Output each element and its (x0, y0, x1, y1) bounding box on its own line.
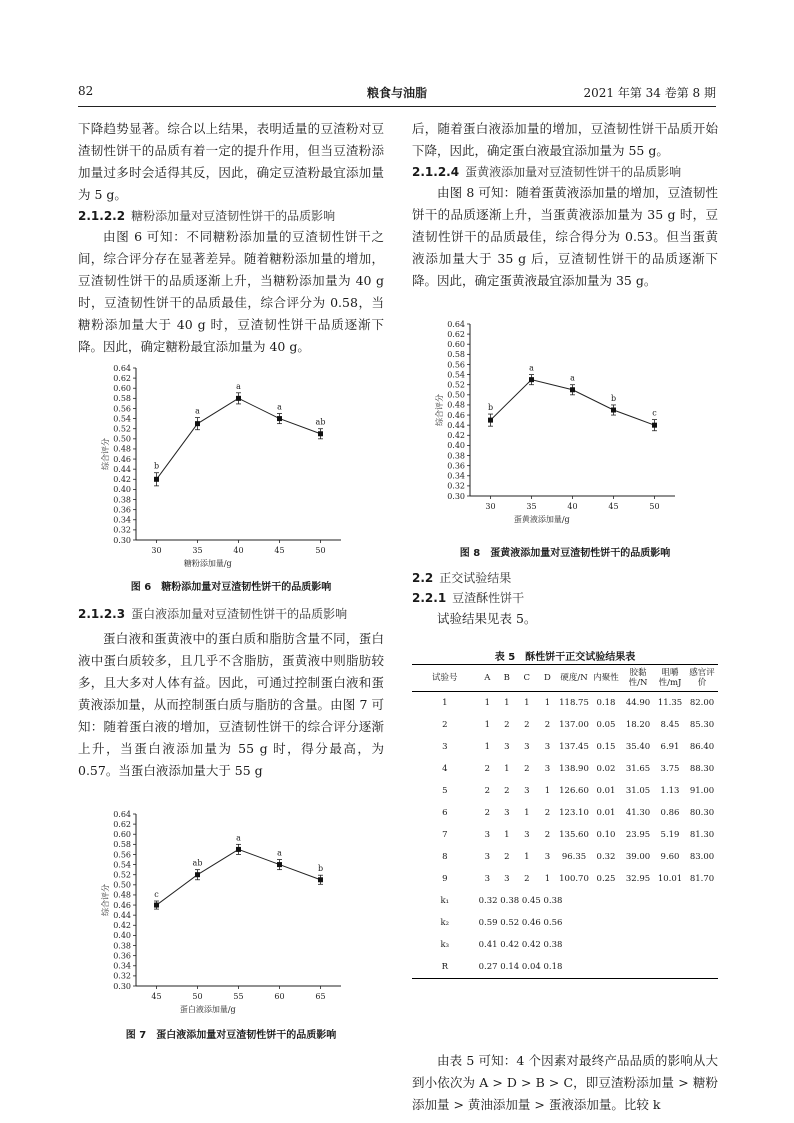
table-cell: 39.00 (625, 852, 651, 862)
table-cell: 1 (442, 698, 448, 708)
table-cell: 81.30 (689, 830, 715, 840)
y-tick-label: 0.56 (113, 850, 131, 860)
y-tick-label: 0.44 (113, 910, 131, 920)
table-cell: 7 (442, 830, 448, 840)
chart-svg (430, 318, 690, 528)
right-block-1 (412, 118, 718, 292)
table-cell: 2 (524, 764, 530, 774)
table-cell: 126.60 (559, 786, 589, 796)
table-cell: 0.10 (596, 830, 616, 840)
y-tick-label: 0.36 (113, 505, 131, 515)
data-point (529, 377, 534, 382)
table-cell: 35.40 (625, 742, 651, 752)
significance-label: a (236, 381, 241, 391)
table-cell: 2 (484, 786, 490, 796)
section-title: 蛋白液添加量对豆渣韧性饼干的品质影响 (131, 607, 348, 621)
header-rule (78, 106, 716, 107)
table-header-cell: 试验号 (412, 665, 478, 692)
significance-label: b (487, 403, 494, 413)
table-header-cell: A (478, 665, 497, 692)
table-cell: 3.75 (660, 764, 680, 774)
table-cell: 3 (442, 742, 448, 752)
data-point (236, 847, 241, 852)
table-cell: 8.45 (660, 720, 680, 730)
paragraph: 由图 8 可知：随着蛋黄液添加量的增加，豆渣韧性饼干的品质逐渐上升，当蛋黄液添加量为 35 g 时，豆渣韧性饼干的品质最佳，综合得分为 0.53。但当蛋黄液添加量大于 35 g 后，豆渣韧性饼干的品质逐渐下降。因此，确定蛋黄液最宜添加量为 35 g。 (412, 185, 718, 288)
table-cell: 2 (484, 764, 490, 774)
table-cell: 0.41 0.42 0.42 0.38 (478, 940, 563, 950)
y-tick-label: 0.54 (447, 370, 465, 380)
data-point (611, 408, 616, 413)
y-tick-label: 0.62 (113, 373, 131, 383)
significance-label: b (153, 461, 160, 471)
figure-6-caption: 图 6 糖粉添加量对豆渣韧性饼干的品质影响 (130, 582, 332, 593)
table-cell: 2 (544, 830, 551, 840)
x-tick-label: 50 (649, 502, 660, 511)
table-cell: 88.30 (689, 764, 715, 774)
table-cell: 23.95 (625, 830, 651, 840)
significance-label: ab (315, 417, 326, 427)
table-cell: 1 (524, 698, 530, 708)
table-cell: 3 (504, 742, 510, 752)
significance-label: a (570, 373, 575, 383)
table-cell: 3 (484, 852, 490, 862)
table-cell: 1 (504, 698, 510, 708)
y-tick-label: 0.44 (447, 420, 465, 430)
y-tick-label: 0.52 (113, 424, 131, 434)
table-header-cell: B (497, 665, 517, 692)
data-point (277, 862, 282, 867)
y-tick-label: 0.54 (113, 860, 131, 870)
series-line (157, 398, 321, 479)
data-point (652, 423, 657, 428)
y-tick-label: 0.40 (447, 441, 465, 451)
paragraph: 蛋白液和蛋黄液中的蛋白质和脂肪含量不同，蛋白液中蛋白质较多，且几乎不含脂肪，蛋黄液中则脂肪较多，且大多对人体有益。因此，可通过控制蛋白液和蛋黄液添加量，从而控制蛋白质与脂肪的含量。由图 7 可知：随着蛋白液的增加，豆渣韧性饼干的综合评分逐渐上升，当蛋白液添加量为 55 g 时，得分最高，为 0.57。当蛋白液添加量大于 55 g (78, 631, 384, 778)
table-cell: 86.40 (689, 742, 715, 752)
section-heading (412, 588, 718, 608)
y-tick-label: 0.56 (447, 360, 465, 370)
y-tick-label: 0.52 (447, 380, 465, 390)
y-tick-label: 0.42 (113, 475, 131, 485)
table-cell: 137.00 (559, 720, 589, 730)
x-tick-label: 40 (233, 546, 244, 555)
table-cell: k₃ (440, 940, 450, 950)
table-cell: 118.75 (559, 698, 589, 708)
figure-7-caption: 图 7 蛋白液添加量对豆渣韧性饼干的品质影响 (125, 1030, 337, 1041)
table-cell: 91.00 (689, 786, 715, 796)
y-tick-label: 0.30 (113, 535, 131, 545)
table-header-row (412, 665, 718, 692)
section-heading (412, 568, 718, 588)
y-tick-label: 0.32 (447, 481, 465, 491)
table-cell: 0.15 (596, 742, 616, 752)
table-cell: 6.91 (660, 742, 680, 752)
y-tick-label: 0.60 (113, 830, 131, 840)
table-header-cell: 硬度/N (558, 665, 590, 692)
table-cell: 3 (484, 874, 490, 884)
y-tick-label: 0.40 (113, 931, 131, 941)
table-cell: 2 (524, 720, 530, 730)
section-heading (412, 162, 718, 182)
table-cell: 0.01 (596, 808, 616, 818)
significance-label: ab (192, 858, 203, 868)
table-cell: 3 (524, 742, 530, 752)
table-cell: 8 (442, 852, 448, 862)
table-cell: 18.20 (625, 720, 651, 730)
table-header-cell: D (537, 665, 558, 692)
y-tick-label: 0.36 (113, 951, 131, 961)
x-tick-label: 65 (315, 992, 326, 1001)
table-cell: 80.30 (689, 808, 715, 818)
table-cell: k₁ (440, 896, 450, 906)
y-tick-label: 0.40 (113, 485, 131, 495)
page-number: 82 (78, 84, 94, 98)
data-point (570, 387, 575, 392)
y-tick-label: 0.60 (447, 340, 465, 350)
table-header-cell: C (517, 665, 537, 692)
table-cell: 0.01 (596, 786, 616, 796)
significance-label: b (317, 864, 324, 874)
table-cell: 0.86 (660, 808, 680, 818)
table-cell: 1 (544, 698, 551, 708)
data-point (154, 903, 159, 908)
y-tick-label: 0.48 (113, 444, 131, 454)
chart-svg (96, 362, 356, 572)
table-cell: 2 (544, 808, 551, 818)
y-tick-label: 0.44 (113, 464, 131, 474)
table-cell: 44.90 (625, 698, 651, 708)
table-header-cell: 感官评价 (686, 665, 718, 692)
table-cell: 2 (544, 720, 551, 730)
table-row (412, 802, 718, 824)
table-cell: 3 (484, 830, 490, 840)
table-cell: k₂ (440, 918, 450, 928)
data-point (318, 877, 323, 882)
table-row (412, 824, 718, 846)
journal-title: 粮食与油脂 (366, 86, 427, 100)
y-tick-label: 0.50 (447, 390, 465, 400)
x-tick-label: 45 (608, 502, 619, 511)
table-cell: 1 (524, 852, 530, 862)
y-axis-label: 综合评分 (101, 884, 110, 916)
table-cell: 96.35 (561, 852, 587, 862)
y-axis-label: 综合评分 (435, 394, 444, 426)
table-cell: 1 (484, 720, 490, 730)
table-row (412, 780, 718, 802)
right-block-2 (412, 568, 718, 630)
y-axis-label: 综合评分 (101, 438, 110, 470)
table-cell: 6 (442, 808, 448, 818)
table-row (412, 714, 718, 736)
data-point (318, 431, 323, 436)
table-5-caption: 表 5 酥性饼干正交试验结果表 (494, 652, 636, 663)
issue-info: 2021 年第 34 卷第 8 期 (583, 86, 716, 100)
x-axis-label: 糖粉添加量/g (183, 559, 232, 568)
table-cell: 85.30 (689, 720, 715, 730)
table-cell: 3 (524, 830, 530, 840)
x-tick-label: 45 (274, 546, 285, 555)
table-cell: 41.30 (625, 808, 651, 818)
table-cell: 2 (504, 786, 510, 796)
significance-label: a (277, 848, 282, 858)
table-cell: 81.70 (689, 874, 715, 884)
table-5 (412, 664, 718, 979)
table-cell: R (412, 956, 478, 979)
significance-label: a (277, 402, 282, 412)
table-cell: 3 (524, 786, 530, 796)
table-cell: 1 (484, 742, 490, 752)
y-tick-label: 0.58 (113, 394, 131, 404)
section-heading (78, 206, 384, 226)
y-tick-label: 0.50 (113, 434, 131, 444)
table-cell: 2 (442, 720, 448, 730)
section-title: 糖粉添加量对豆渣韧性饼干的品质影响 (131, 209, 336, 223)
table-cell: 1 (524, 808, 530, 818)
table-cell: 0.32 0.38 0.45 0.38 (478, 896, 563, 906)
significance-label: a (236, 833, 241, 843)
table-cell: 11.35 (657, 698, 683, 708)
table-cell: 1 (504, 764, 510, 774)
y-tick-label: 0.34 (113, 961, 131, 971)
y-tick-label: 0.58 (447, 350, 465, 360)
section-heading (78, 604, 384, 624)
table-cell: 135.60 (559, 830, 589, 840)
table-cell: 1 (484, 698, 490, 708)
table-cell: 0.27 0.14 0.04 0.18 (478, 956, 718, 979)
y-tick-label: 0.32 (113, 971, 131, 981)
left-block-2 (78, 604, 384, 782)
y-tick-label: 0.62 (113, 819, 131, 829)
page-header (78, 84, 716, 104)
chart-svg (96, 808, 356, 1018)
x-tick-label: 60 (274, 992, 285, 1001)
data-point (195, 872, 200, 877)
table-cell: 32.95 (625, 874, 651, 884)
table-cell: 4 (442, 764, 448, 774)
x-axis-label: 蛋白液添加量/g (179, 1005, 236, 1014)
y-tick-label: 0.38 (447, 451, 465, 461)
data-point (236, 396, 241, 401)
table-header-cell: 胶黏性/N (622, 665, 654, 692)
y-tick-label: 0.64 (113, 809, 131, 819)
x-tick-label: 50 (315, 546, 326, 555)
x-tick-label: 35 (192, 546, 203, 555)
table-cell: 3 (504, 808, 510, 818)
y-tick-label: 0.38 (113, 941, 131, 951)
y-tick-label: 0.64 (113, 363, 131, 373)
y-tick-label: 0.30 (113, 981, 131, 991)
table-cell: 5.19 (660, 830, 680, 840)
section-number: 2.1.2.2 (78, 209, 126, 223)
table-cell: 5 (442, 786, 448, 796)
x-tick-label: 35 (526, 502, 537, 511)
y-tick-label: 0.32 (113, 525, 131, 535)
x-axis-label: 蛋黄液添加量/g (513, 515, 570, 524)
figure-8-chart (430, 318, 690, 532)
paragraph: 下降趋势显著。综合以上结果，表明适量的豆渣粉对豆渣韧性饼干的品质有着一定的提升作用，但当豆渣粉添加量过多时会适得其反，因此，确定豆渣粉最宜添加量为 5 g。 (78, 121, 384, 202)
table-row (412, 890, 718, 912)
figure-7-chart (96, 808, 356, 1022)
significance-label: a (529, 363, 534, 373)
table-cell: 1 (504, 830, 510, 840)
y-tick-label: 0.50 (113, 880, 131, 890)
y-tick-label: 0.58 (113, 840, 131, 850)
table-cell: 0.18 (596, 698, 616, 708)
y-tick-label: 0.64 (447, 319, 465, 329)
section-title: 正交试验结果 (439, 571, 512, 585)
figure-6-chart (96, 362, 356, 576)
data-point (488, 418, 493, 423)
figure-8-caption: 图 8 蛋黄液添加量对豆渣韧性饼干的品质影响 (459, 548, 671, 559)
section-number: 2.1.2.4 (412, 165, 460, 179)
table-cell: 1 (544, 786, 551, 796)
y-tick-label: 0.52 (113, 870, 131, 880)
x-tick-label: 30 (151, 546, 162, 555)
table-cell: 138.90 (559, 764, 589, 774)
paragraph: 后，随着蛋白液添加量的增加，豆渣韧性饼干品质开始下降，因此，确定蛋白液最宜添加量为 55 g。 (412, 121, 718, 158)
table-cell: 3 (504, 874, 510, 884)
table-cell: 2 (484, 808, 490, 818)
table-cell: 0.05 (596, 720, 616, 730)
table-cell: 9.60 (660, 852, 680, 862)
section-number: 2.2 (412, 571, 434, 585)
table-cell: 3 (544, 852, 551, 862)
paragraph: 由图 6 可知：不同糖粉添加量的豆渣韧性饼干之间，综合评分存在显著差异。随着糖粉添加量的增加，豆渣韧性饼干的品质逐渐上升，当糖粉添加量为 40 g 时，豆渣韧性饼干的品质最佳，综合评分为 0.58，当糖粉添加量大于 40 g 时，豆渣韧性饼干品质逐渐下降。因此，确定糖粉最宜添加量为 40 g。 (78, 229, 384, 354)
section-title: 豆渣酥性饼干 (452, 591, 525, 605)
table-cell: 2 (504, 852, 510, 862)
x-tick-label: 55 (233, 992, 244, 1001)
section-title: 蛋黄液添加量对豆渣韧性饼干的品质影响 (465, 165, 682, 179)
table-row (412, 912, 718, 934)
significance-label: a (195, 406, 200, 416)
y-tick-label: 0.34 (113, 515, 131, 525)
data-point (277, 416, 282, 421)
table-cell: 0.32 (596, 852, 616, 862)
table-row (412, 846, 718, 868)
table-row (412, 934, 718, 956)
y-tick-label: 0.30 (447, 491, 465, 501)
paragraph: 试验结果见表 5。 (437, 611, 537, 626)
y-tick-label: 0.42 (113, 921, 131, 931)
table-cell: 10.01 (657, 874, 683, 884)
y-tick-label: 0.36 (447, 461, 465, 471)
y-tick-label: 0.62 (447, 329, 465, 339)
y-tick-label: 0.54 (113, 414, 131, 424)
x-tick-label: 30 (485, 502, 496, 511)
section-number: 2.2.1 (412, 591, 447, 605)
y-tick-label: 0.56 (113, 404, 131, 414)
table-cell: 3 (544, 764, 551, 774)
table-cell: 123.10 (559, 808, 589, 818)
table-cell: 1.13 (660, 786, 680, 796)
table-cell: 82.00 (689, 698, 715, 708)
y-tick-label: 0.46 (447, 410, 465, 420)
significance-label: c (652, 408, 657, 418)
table-cell: 0.25 (596, 874, 616, 884)
table-cell: 3 (544, 742, 551, 752)
table-cell: 100.70 (559, 874, 589, 884)
table-row (412, 758, 718, 780)
significance-label: c (154, 890, 159, 900)
right-block-3 (412, 1050, 718, 1116)
paragraph: 由表 5 可知：4 个因素对最终产品品质的影响从大到小依次为 A > D > B > C，即豆渣粉添加量 > 糖粉添加量 > 黄油添加量 > 蛋液添加量。比较 k (412, 1053, 718, 1112)
data-point (154, 477, 159, 482)
x-tick-label: 50 (192, 992, 203, 1001)
y-tick-label: 0.34 (447, 471, 465, 481)
table-header-cell: 咀嚼性/mJ (654, 665, 686, 692)
table-cell: 9 (442, 874, 448, 884)
table-row (412, 692, 718, 715)
table-cell: 0.59 0.52 0.46 0.56 (478, 918, 563, 928)
table-cell: 1 (544, 874, 551, 884)
y-tick-label: 0.38 (113, 495, 131, 505)
table-row (412, 956, 718, 979)
x-tick-label: 45 (151, 992, 162, 1001)
data-point (195, 421, 200, 426)
table-cell: 2 (504, 720, 510, 730)
x-tick-label: 40 (567, 502, 578, 511)
table-cell: 0.02 (596, 764, 616, 774)
table-cell: 31.05 (625, 786, 651, 796)
y-tick-label: 0.46 (113, 900, 131, 910)
table-row (412, 868, 718, 890)
table-cell: 137.45 (559, 742, 589, 752)
table-row (412, 736, 718, 758)
table-cell: 83.00 (689, 852, 715, 862)
y-tick-label: 0.48 (113, 890, 131, 900)
left-block-1 (78, 118, 384, 358)
series-line (157, 849, 324, 905)
y-tick-label: 0.60 (113, 384, 131, 394)
table-cell: 2 (524, 874, 530, 884)
section-number: 2.1.2.3 (78, 607, 126, 621)
table-cell: 31.65 (625, 764, 651, 774)
table-header-cell: 内聚性 (590, 665, 622, 692)
y-tick-label: 0.46 (113, 454, 131, 464)
y-tick-label: 0.42 (447, 431, 465, 441)
significance-label: b (610, 393, 617, 403)
y-tick-label: 0.48 (447, 400, 465, 410)
